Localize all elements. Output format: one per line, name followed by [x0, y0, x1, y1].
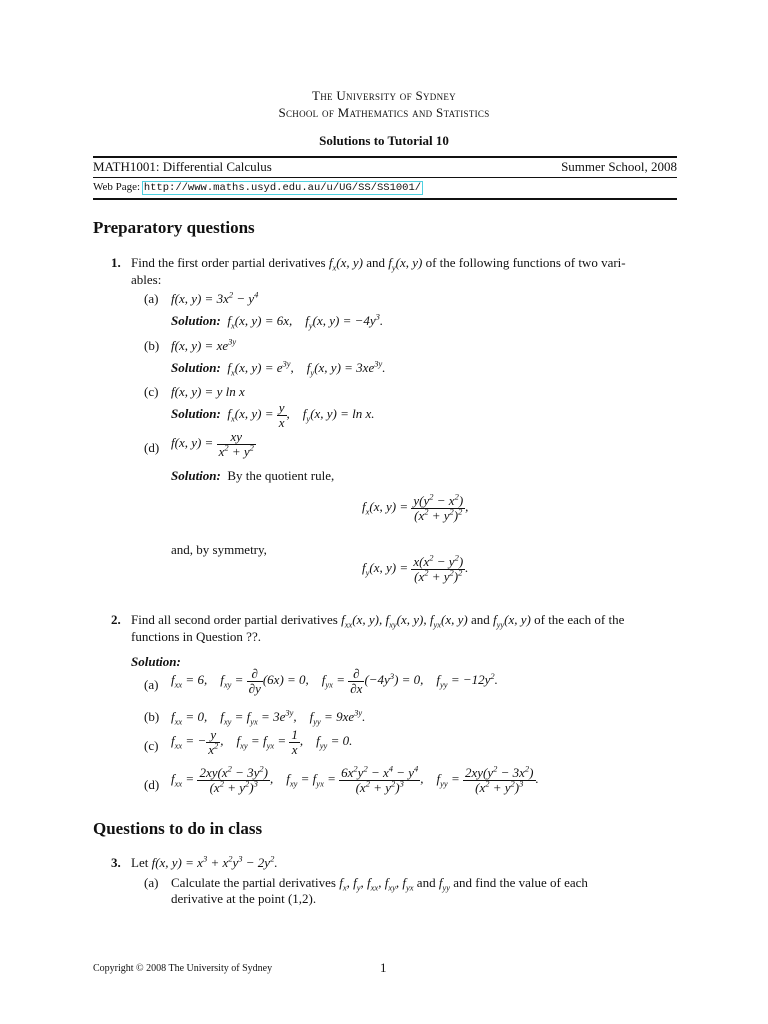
math-expression: f(x, y) = y ln x: [171, 384, 245, 399]
part-label: (c): [144, 384, 159, 399]
solution-line: Solution: $f_x(x$, y) = 6x, $f_y(x$, $y) = -4y^3$.: [171, 311, 384, 331]
question-text-cont: ables:: [131, 272, 162, 287]
header-rule-top: [93, 156, 677, 158]
solution-line: Solution: $f_x(x$, $y) = e^{3y}$, $f_y(x$, $y) = 3xe^{3y}$.: [171, 358, 386, 378]
header-rule-mid: [93, 177, 677, 178]
math-display: $f_x(x$, y) = $\frac{y(y^2 - x^2)}{(x^2 + y^2)^2}$ ,: [362, 491, 469, 523]
page-number: 1: [380, 960, 387, 975]
question-text: Let f(x, $y) = x^3 + x^2y^3 - 2y^2$.: [131, 853, 278, 870]
part-label: (a): [144, 875, 159, 890]
part-label: (c): [144, 738, 159, 753]
school-name: School of Mathematics and Statistics: [278, 105, 490, 120]
question-number: 1.: [111, 255, 121, 270]
text-line: and, by symmetry,: [171, 542, 267, 557]
webpage-line: [93, 181, 422, 194]
question-text-cont: derivative at the point (1,2).: [171, 891, 317, 906]
header-rule-bottom: [93, 198, 677, 200]
math-display: $f_y(x$, y) = $\frac{x(x^2 - y^2)}{(x^2 + y^2)^2}$ .: [362, 552, 469, 584]
math-expression: $f_{xx}$ = $\frac{2xy(x^2 - 3y^2)}{(x^2 + y^2)^3}$ , $f_{xy} = f_{yx}$ = $\frac{6x^2y^2 - x^4 - y^4}{(x^2 + y^2)^3}$ , $f_{yy}$ = $\frac{2xy(y^2 - 3x^2)}{(x^2 + y^2)^3}$ .: [171, 763, 539, 795]
question-text: Calculate the partial derivatives $f_x$, $f_y$, $f_{xx}$, $f_{xy}$, $f_{yx}$ and $f_{yy}$ and find the value of each: [171, 875, 588, 893]
term: Summer School, 2008: [561, 159, 677, 174]
webpage-link[interactable]: http://www.maths.usyd.edu.au/u/UG/SS/SS1001/: [143, 182, 422, 194]
solution-line: Solution: $f_x(x$, y) = $\frac{y}{x}$ , $f_y(x$, y) = ln x.: [171, 400, 375, 430]
math-expression: $f_{xx} = 6$, $f_{xy}$ = $\frac{\partial}{\partial y}$ (6x) = 0, $f_{yx}$ = $\frac{\partial}{\partial x}$ $(-4y^3) = 0$, $f_{yy} = -12y^2$.: [171, 666, 498, 696]
math-expression: f(x, y) = $\frac{xy}{x^2 + y^2}$: [171, 429, 254, 459]
webpage-label: Web Page:: [93, 181, 141, 193]
part-label: (a): [144, 291, 159, 306]
section-heading-in-class: Questions to do in class: [93, 819, 263, 838]
question-text: Find all second order partial derivatives $f_{xx}(x$, y), $f_{xy}(x$, y), $f_{yx}(x$, y) and $f_{yy}(x$, y) of the each of the: [131, 612, 625, 630]
part-label: (d): [144, 440, 160, 455]
copyright: Copyright © 2008 The University of Sydney: [93, 963, 273, 974]
math-expression: $f_{xx} = 0$, $f_{xy} = f_{yx} = 3e^{3y}$, $f_{yy} = 9xe^{3y}$.: [171, 707, 366, 727]
part-label: (a): [144, 677, 159, 692]
math-expression: f(x, $y) = xe^{3y}$: [171, 336, 237, 353]
solution-label: Solution:: [131, 654, 181, 669]
course-name: MATH1001: Differential Calculus: [93, 159, 272, 174]
page-title: Solutions to Tutorial 10: [319, 133, 449, 148]
university-name: The University of Sydney: [311, 88, 456, 103]
part-label: (b): [144, 338, 160, 353]
math-expression: $f_{xx}$ = − $\frac{y}{x^2}$ , $f_{xy} = f_{yx}$ = $\frac{1}{x}$ , $f_{yy} = 0$.: [171, 727, 353, 757]
solution-line: Solution: By the quotient rule,: [171, 468, 335, 483]
math-expression: f(x, $y) = 3x^2 - y^4$: [171, 289, 259, 306]
question-number: 3.: [111, 855, 121, 870]
part-label: (b): [144, 709, 160, 724]
question-number: 2.: [111, 612, 121, 627]
part-label: (d): [144, 777, 160, 792]
question-text-cont: functions in Question ??.: [131, 629, 261, 644]
question-text: Find the first order partial derivatives $f_x(x$, y) and $f_y(x$, y) of the following functions of two vari-: [131, 255, 626, 273]
section-heading-preparatory: Preparatory questions: [93, 218, 255, 237]
